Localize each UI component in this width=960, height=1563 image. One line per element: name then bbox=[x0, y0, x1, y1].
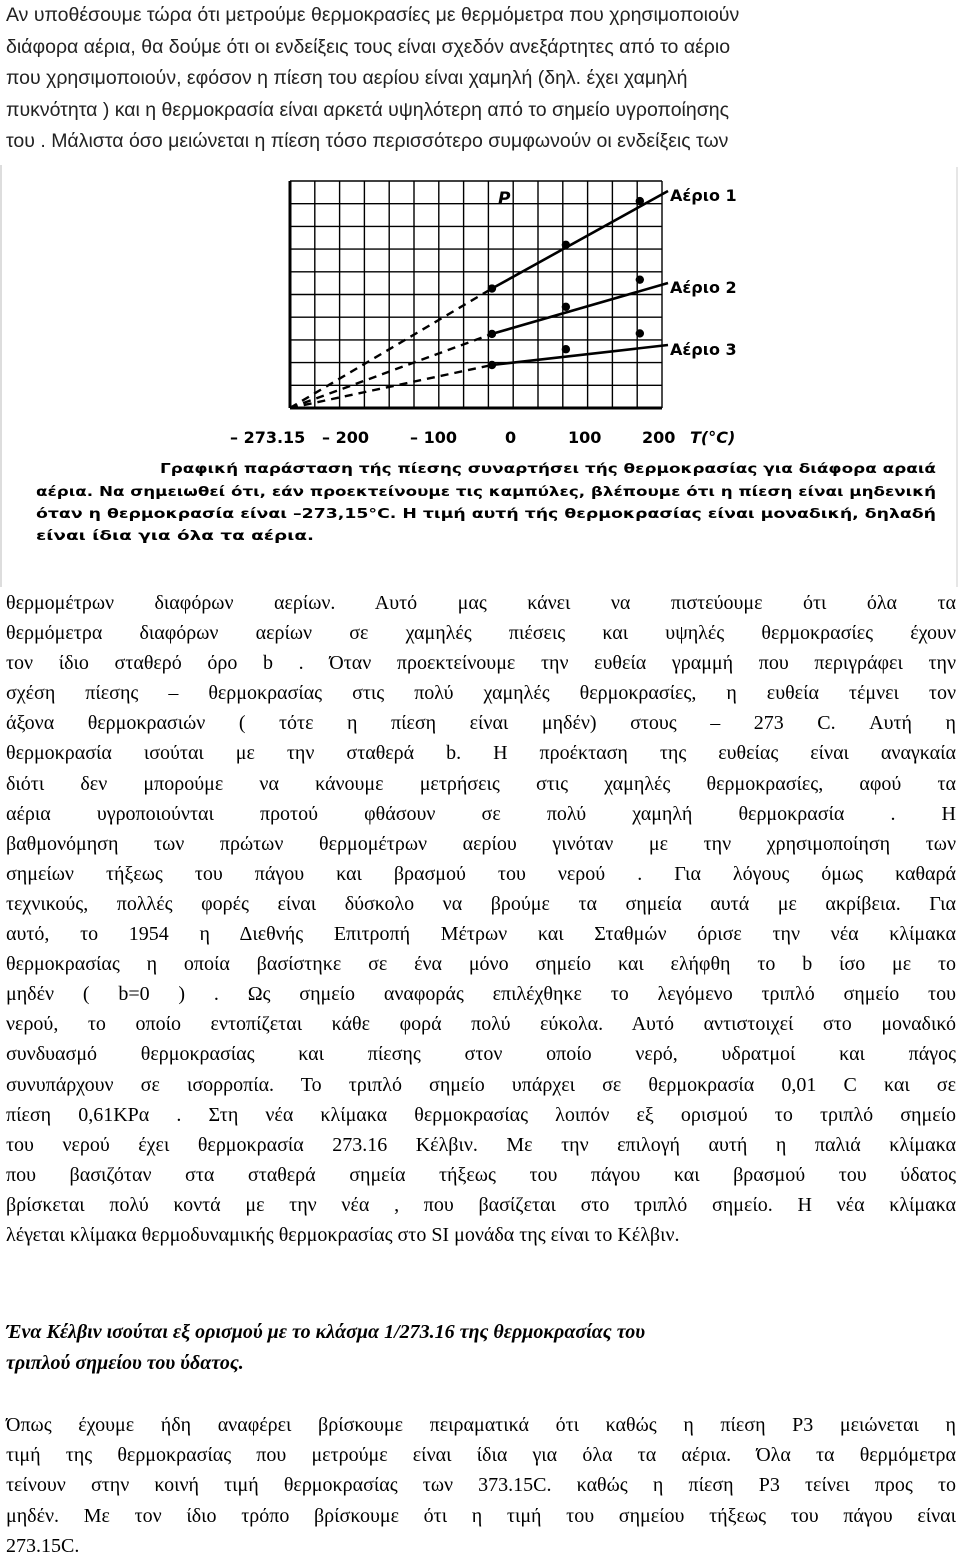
text-line: διότι δεν μπορούμε να κάνουμε μετρήσεις στις χαμηλές θερμοκρασίες, αφού τα bbox=[6, 772, 956, 795]
closing-paragraph bbox=[6, 1410, 956, 1561]
x-tick-label: 200 bbox=[642, 428, 676, 447]
text-line: λέγεται κλίμακα θερμοδυναμικής θερμοκρασίας στο SI μονάδα της είναι το Κέλβιν. bbox=[6, 1223, 680, 1246]
figure-background bbox=[0, 165, 960, 590]
figure-caption-line: Γραφική παράσταση τής πίεσης συναρτήσει τής θερμοκρασίας για διάφορα αραιά bbox=[160, 462, 937, 477]
intro-paragraph bbox=[6, 0, 954, 158]
text-line: τείνουν στην κοινή τιμή θερμοκρασίας των 373.15C. καθώς η πίεση P3 τείνει προς το bbox=[6, 1474, 956, 1497]
text-line: μηδέν. Με τον ίδιο τρόπο βρίσκουμε ότι η τιμή του σημείου τήξεως του πάγου είναι bbox=[6, 1504, 956, 1527]
text-line: σχέση πίεσης – θερμοκρασίας στις πολύ χαμηλές θερμοκρασίες, η ευθεία τέμνει τον bbox=[6, 682, 956, 705]
figure-caption-line: όταν η θερμοκρασία είναι –273,15°C. Η τιμή αυτή τής θερμοκρασίας είναι μοναδική, δηλαδή bbox=[36, 507, 936, 522]
figure-caption-line: αέρια. Να σημειωθεί ότι, εάν προεκτείνουμε τις καμπύλες, βλέπουμε ότι η πίεση είναι μηδενική bbox=[36, 485, 936, 500]
text-line: συνδυασμό θερμοκρασίας και πίεσης στον οποίο νερό, υδρατμοί και πάγος bbox=[6, 1043, 956, 1066]
text-line: 273.15C. bbox=[6, 1534, 80, 1557]
series-label-gas-1: Αέριο 1 bbox=[670, 186, 737, 205]
data-point bbox=[562, 345, 570, 353]
text-line: τον ίδιο σταθερό όρο b . Όταν προεκτείνουμε την ευθεία γραμμή που περιγράφει την bbox=[6, 652, 956, 675]
text-line: τριπλού σημείου του ύδατος. bbox=[6, 1352, 244, 1374]
pressure-temperature-figure bbox=[0, 165, 960, 590]
data-point bbox=[562, 241, 570, 249]
x-tick-label: – 200 bbox=[322, 428, 369, 447]
x-tick-label: 0 bbox=[505, 428, 517, 447]
text-line: που βασιζόταν στα σταθερά σημεία τήξεως του πάγου και βρασμού του ύδατος bbox=[6, 1163, 956, 1186]
text-line: πυκνότητα ) και η θερμοκρασία είναι αρκετά υψηλότερη από το σημείο υγροποίησης bbox=[6, 98, 729, 121]
text-line: αέρια υγροποιούνται προτού φθάσουν σε πολύ χαμηλή θερμοκρασία . Η bbox=[6, 802, 956, 825]
data-point bbox=[488, 284, 496, 292]
text-line: του . Μάλιστα όσο μειώνεται η πίεση τόσο περισσότερο συμφωνούν οι ενδείξεις των bbox=[6, 130, 729, 152]
data-point bbox=[562, 303, 570, 311]
text-line: θερμομέτρων διαφόρων αερίων. Αυτό μας κάνει να πιστεύουμε ότι όλα τα bbox=[6, 592, 956, 614]
data-point bbox=[636, 275, 644, 283]
text-line: μηδέν ( b=0 ) . Ως σημείο αναφοράς επιλέχθηκε το λεγόμενο τριπλό σημείο του bbox=[6, 983, 956, 1006]
text-line: Όπως έχουμε ήδη αναφέρει βρίσκουμε πειραματικά ότι καθώς η πίεση P3 μειώνεται η bbox=[6, 1414, 956, 1436]
data-point bbox=[636, 329, 644, 337]
body-paragraph bbox=[6, 588, 956, 1250]
text-line: διάφορα αέρια, θα δούμε ότι οι ενδείξεις τους είναι σχεδόν ανεξάρτητες από το αέριο bbox=[6, 35, 731, 58]
text-line: Αν υποθέσουμε τώρα ότι μετρούμε θερμοκρασίες με θερμόμετρα που χρησιμοποιούν bbox=[6, 4, 740, 26]
text-line: βρίσκεται πολύ κοντά με την νέα , που βασίζεται στο τριπλό σημείο. Η νέα κλίμακα bbox=[6, 1193, 956, 1216]
y-axis-label: P bbox=[498, 189, 511, 209]
text-line: Ένα Κέλβιν ισούται εξ ορισμού με το κλάσμα 1/273.16 της θερμοκρασίας του bbox=[6, 1321, 646, 1343]
text-line: τιμή της θερμοκρασίας που μετρούμε είναι ίδια για όλα τα αέρια. Όλα τα θερμόμετρα bbox=[6, 1444, 956, 1467]
text-line: νερού, το οποίο εντοπίζεται κάθε φορά πολύ εύκολα. Αυτό αντιστοιχεί στο μοναδικό bbox=[6, 1013, 956, 1036]
text-line: συνυπάρχουν σε ισορροπία. Το τριπλό σημείο υπάρχει σε θερμοκρασία 0,01 C και σε bbox=[6, 1073, 956, 1096]
text-line: που χρησιμοποιούν, εφόσον η πίεση του αερίου είναι χαμηλή (δηλ. έχει χαμηλή bbox=[6, 67, 688, 89]
x-tick-label: 100 bbox=[568, 428, 602, 447]
figure-caption-line: είναι ίδια για όλα τα αέρια. bbox=[36, 529, 314, 544]
series-label-gas-2: Αέριο 2 bbox=[670, 278, 737, 297]
text-line: βαθμονόμηση των πρώτων θερμομέτρων αερίου γινόταν με την χρησιμοποίηση των bbox=[6, 832, 956, 855]
data-point bbox=[636, 197, 644, 205]
text-line: πίεση 0,61KPα . Στη νέα κλίμακα θερμοκρασίας λοιπόν εξ ορισμού το τριπλό σημείο bbox=[6, 1103, 956, 1126]
text-line: θερμόμετρα διαφόρων αερίων σε χαμηλές πιέσεις και υψηλές θερμοκρασίες έχουν bbox=[6, 622, 956, 645]
text-line: άξονα θερμοκρασιών ( τότε η πίεση είναι μηδέν) στους – 273 C. Αυτή η bbox=[6, 712, 956, 735]
text-line: θερμοκρασία ισούται με την σταθερά b. Η προέκταση της ευθείας είναι αναγκαία bbox=[6, 742, 956, 765]
x-tick-label: – 273.15 bbox=[230, 428, 306, 447]
series-label-gas-3: Αέριο 3 bbox=[670, 340, 737, 359]
text-line: σημείων τήξεως του πάγου και βρασμού του νερού . Για λόγους όμως καθαρά bbox=[6, 862, 956, 885]
data-point bbox=[488, 361, 496, 369]
kelvin-definition bbox=[6, 1317, 956, 1379]
text-line: αυτό, το 1954 η Διεθνής Επιτροπή Μέτρων και Σταθμών όρισε την νέα κλίμακα bbox=[6, 923, 956, 946]
data-point bbox=[488, 330, 496, 338]
x-tick-label: – 100 bbox=[410, 428, 457, 447]
text-line: του νερού έχει θερμοκρασία 273.16 Κέλβιν. Με την επιλογή αυτή η παλιά κλίμακα bbox=[6, 1133, 956, 1156]
x-axis-label: T(°C) bbox=[690, 428, 736, 447]
text-line: τεχνικούς, πολλές φορές είναι δύσκολο να βρούμε τα σημεία αυτά με ακρίβεια. Για bbox=[6, 892, 956, 915]
text-line: θερμοκρασίας η οποία βασίστηκε σε ένα μόνο σημείο και ελήφθη το b ίσο με το bbox=[6, 953, 956, 976]
